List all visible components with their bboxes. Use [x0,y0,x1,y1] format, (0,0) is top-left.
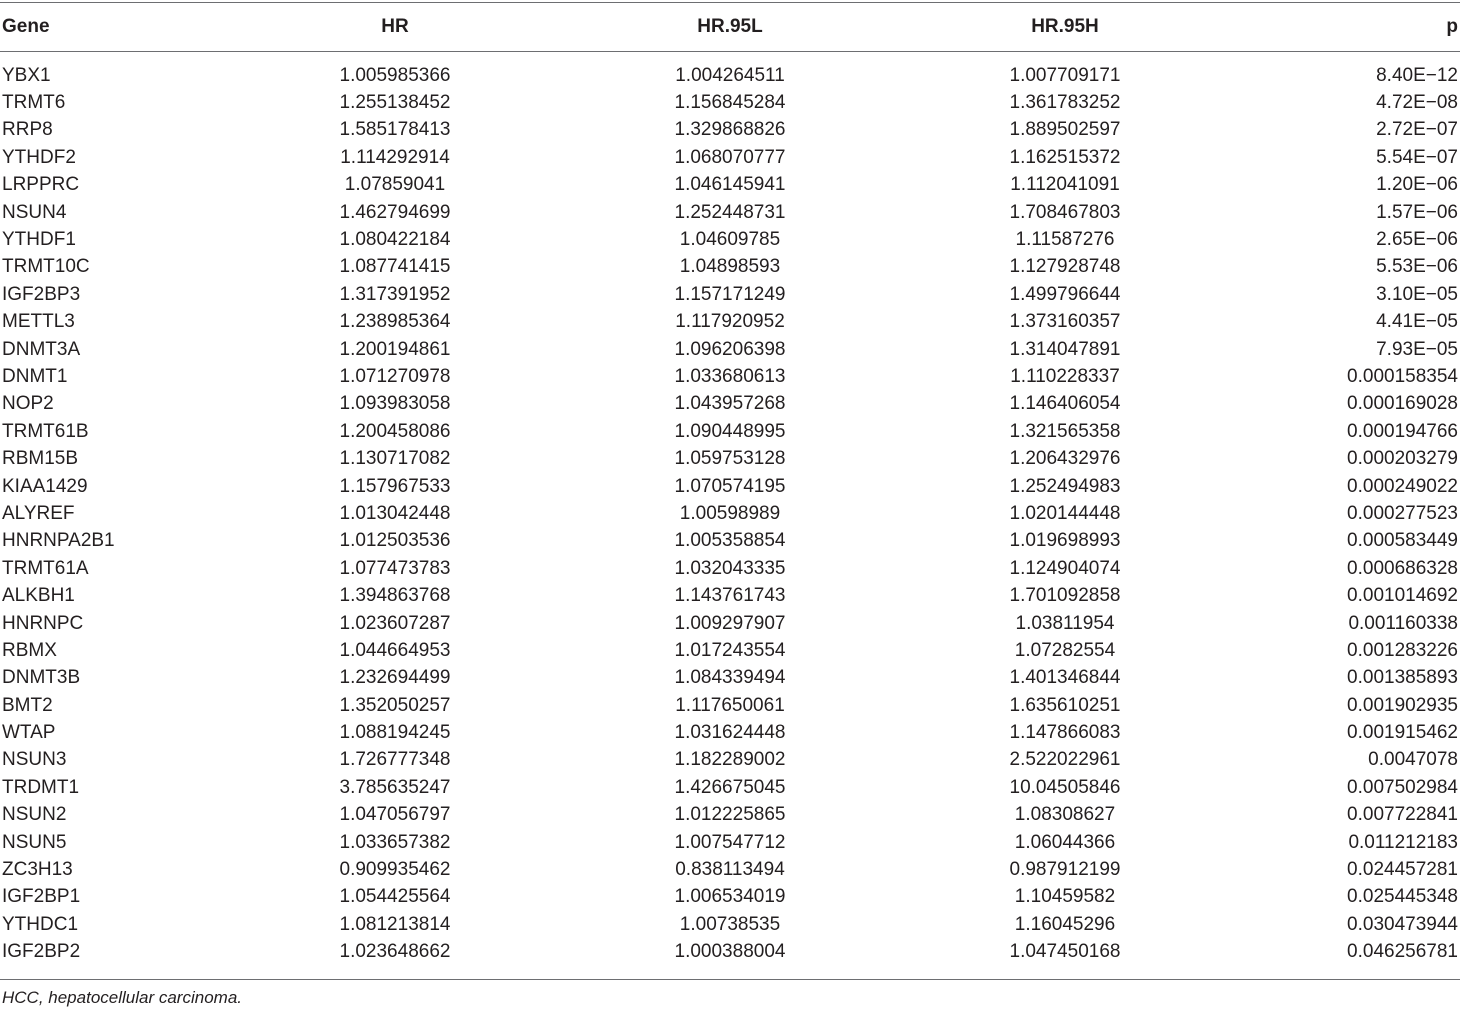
table-top-rule [0,2,1460,3]
cell-hr: 3.785635247 [339,776,451,798]
cell-hr: 1.080422184 [339,229,451,251]
table-row [0,719,1460,746]
cell-p: 0.000203279 [1347,448,1458,470]
cell-hr-95l: 1.117920952 [675,311,785,333]
cell-hr-95l: 1.117650061 [675,694,785,716]
cell-hr: 1.013042448 [339,502,451,524]
cell-hr-95l: 1.04609785 [679,229,781,251]
cell-p: 2.72E−07 [1376,119,1458,141]
cell-hr-95h: 1.007709171 [1009,64,1121,86]
cell-hr-95h: 1.019698993 [1009,530,1121,552]
table-row [0,144,1460,171]
cell-p: 0.011212183 [1348,831,1458,853]
cell-gene: ALYREF [2,502,75,524]
cell-hr-95h: 1.110228337 [1010,365,1120,387]
cell-p: 0.000249022 [1347,475,1458,497]
cell-hr-95l: 1.156845284 [674,92,786,114]
cell-p: 0.000194766 [1347,420,1458,442]
cell-gene: IGF2BP3 [2,283,81,305]
cell-gene: TRDMT1 [2,776,80,798]
cell-hr: 1.093983058 [339,393,451,415]
cell-p: 0.000277523 [1347,502,1458,524]
cell-hr-95l: 1.059753128 [674,448,786,470]
cell-hr-95h: 1.373160357 [1009,311,1121,333]
cell-hr: 1.200194861 [339,338,451,360]
cell-hr-95l: 1.090448995 [674,420,786,442]
cell-hr: 1.087741415 [339,256,451,278]
cell-gene: DNMT3A [2,338,81,360]
cell-gene: BMT2 [2,694,53,716]
table-row [0,418,1460,445]
cell-hr: 1.255138452 [339,92,451,114]
header-hr: HR [381,16,409,37]
cell-gene: RBMX [2,639,57,661]
cell-hr-95l: 1.005358854 [674,530,786,552]
cell-p: 0.000169028 [1347,393,1458,415]
cell-hr: 1.047056797 [339,804,451,826]
cell-hr-95l: 1.043957268 [674,393,786,415]
cell-hr-95l: 1.031624448 [674,722,786,744]
cell-hr-95l: 1.046145941 [674,174,786,196]
cell-hr-95l: 0.838113494 [675,859,785,881]
cell-hr: 1.044664953 [339,639,451,661]
cell-gene: ALKBH1 [2,585,75,607]
cell-hr-95h: 0.987912199 [1009,859,1121,881]
cell-p: 0.007502984 [1347,776,1458,798]
cell-hr-95h: 1.03811954 [1015,612,1115,634]
cell-hr-95h: 1.499796644 [1009,283,1121,305]
cell-hr-95l: 1.329868826 [674,119,786,141]
cell-hr-95h: 1.08308627 [1014,804,1116,826]
cell-p: 0.001014692 [1347,585,1458,607]
cell-hr: 1.462794699 [339,201,451,223]
cell-gene: DNMT1 [2,365,68,387]
cell-gene: RRP8 [2,119,53,141]
cell-hr-95l: 1.157171249 [674,283,786,305]
cell-hr-95h: 1.401346844 [1009,667,1121,689]
cell-p: 2.65E−06 [1376,229,1458,251]
cell-gene: IGF2BP2 [2,941,81,963]
table-row [0,500,1460,527]
cell-p: 7.93E−05 [1376,338,1458,360]
table-row [0,89,1460,116]
cell-gene: NOP2 [2,393,54,415]
cell-gene: TRMT61A [2,557,89,579]
cell-hr-95h: 1.321565358 [1009,420,1121,442]
cell-hr-95l: 1.070574195 [674,475,786,497]
cell-p: 0.001915462 [1347,722,1458,744]
table-footnote: HCC, hepatocellular carcinoma. [2,988,242,1007]
cell-hr-95l: 1.009297907 [674,612,786,634]
cell-gene: WTAP [2,722,56,744]
cell-hr-95h: 1.206432976 [1009,448,1121,470]
cell-gene: KIAA1429 [2,475,88,497]
cell-p: 4.72E−08 [1376,92,1458,114]
cell-p: 0.001902935 [1347,694,1458,716]
table-row [0,281,1460,308]
cell-hr-95h: 1.146406054 [1009,393,1121,415]
cell-p: 5.54E−07 [1376,146,1458,168]
table-row [0,747,1460,774]
cell-p: 0.001385893 [1347,667,1458,689]
cell-hr-95h: 1.11587276 [1015,229,1115,251]
cell-p: 0.024457281 [1347,859,1458,881]
cell-gene: TRMT10C [2,256,90,278]
table-row [0,555,1460,582]
cell-p: 0.000686328 [1347,557,1458,579]
cell-p: 0.007722841 [1347,804,1458,826]
cell-hr-95l: 1.033680613 [674,365,786,387]
table-row [0,309,1460,336]
table-row [0,802,1460,829]
cell-hr: 1.200458086 [339,420,451,442]
cell-hr: 0.909935462 [339,859,451,881]
cell-p: 4.41E−05 [1376,311,1458,333]
table-row [0,62,1460,89]
cell-hr-95l: 1.04898593 [679,256,781,278]
cell-p: 0.025445348 [1347,886,1458,908]
cell-gene: YTHDF2 [2,146,76,168]
cell-gene: NSUN4 [2,201,67,223]
cell-hr-95l: 1.068070777 [674,146,786,168]
table-row [0,445,1460,472]
cell-hr-95h: 1.361783252 [1009,92,1121,114]
cell-hr-95l: 1.143761743 [674,585,786,607]
table-row [0,363,1460,390]
cell-hr: 1.238985364 [339,311,451,333]
cell-gene: HNRNPA2B1 [2,530,115,552]
cell-gene: HNRNPC [2,612,84,634]
cell-hr: 1.130717082 [339,448,451,470]
cell-hr-95h: 1.314047891 [1009,338,1121,360]
cell-hr-95l: 1.426675045 [674,776,786,798]
table-body [0,62,1460,966]
cell-hr: 1.726777348 [339,749,451,771]
header-hr-95l: HR.95L [697,16,763,37]
cell-hr-95l: 1.252448731 [674,201,786,223]
table-row [0,226,1460,253]
table-row [0,939,1460,966]
table-bottom-rule [0,979,1460,980]
header-hr-95h: HR.95H [1031,16,1099,37]
table-row [0,610,1460,637]
cell-hr-95h: 1.047450168 [1009,941,1121,963]
cell-hr-95h: 1.06044366 [1014,831,1116,853]
cell-hr-95h: 1.708467803 [1009,201,1121,223]
cell-gene: NSUN2 [2,804,67,826]
cell-p: 0.0047078 [1368,749,1458,771]
cell-gene: METTL3 [2,311,75,333]
cell-hr-95l: 1.004264511 [675,64,785,86]
table-row [0,528,1460,555]
cell-hr-95h: 1.635610251 [1009,694,1121,716]
table-row [0,582,1460,609]
table-row [0,473,1460,500]
table-header-rule [0,51,1460,52]
cell-hr-95l: 1.017243554 [674,639,786,661]
table-row [0,829,1460,856]
cell-hr: 1.033657382 [339,831,451,853]
header-p: p [1446,16,1458,37]
cell-p: 1.20E−06 [1376,174,1458,196]
table-row [0,199,1460,226]
cell-gene: YTHDF1 [2,229,76,251]
table-row [0,117,1460,144]
cell-gene: RBM15B [2,448,79,470]
cell-p: 0.000583449 [1347,530,1458,552]
cell-hr-95h: 1.252494983 [1009,475,1121,497]
cell-hr: 1.023607287 [339,612,451,634]
cell-gene: TRMT6 [2,92,66,114]
cell-hr-95h: 1.701092858 [1009,585,1121,607]
cell-gene: ZC3H13 [2,859,73,881]
cell-hr: 1.585178413 [339,119,451,141]
cell-gene: YBX1 [2,64,51,86]
table-row [0,172,1460,199]
cell-hr: 1.114292914 [340,146,450,168]
cell-p: 5.53E−06 [1376,256,1458,278]
cell-hr: 1.352050257 [339,694,451,716]
table-row [0,692,1460,719]
cell-gene: YTHDC1 [2,913,79,935]
cell-hr-95h: 1.16045296 [1014,913,1116,935]
cell-hr: 1.317391952 [339,283,451,305]
cell-hr-95h: 1.10459582 [1014,886,1116,908]
table-row [0,665,1460,692]
cell-hr-95l: 1.096206398 [674,338,786,360]
cell-hr: 1.07859041 [344,174,446,196]
table-row [0,637,1460,664]
table-row [0,856,1460,883]
cell-gene: DNMT3B [2,667,81,689]
cell-hr: 1.157967533 [339,475,451,497]
cell-hr: 1.077473783 [339,557,451,579]
table-row [0,254,1460,281]
cell-hr-95l: 1.084339494 [674,667,786,689]
cell-hr-95l: 1.007547712 [674,831,786,853]
cell-p: 0.030473944 [1347,913,1458,935]
cell-p: 0.001283226 [1347,639,1458,661]
cell-hr: 1.054425564 [339,886,451,908]
cell-gene: IGF2BP1 [2,886,81,908]
cell-p: 0.001160338 [1348,612,1458,634]
table-row [0,884,1460,911]
cell-gene: NSUN5 [2,831,67,853]
cell-hr-95h: 1.124904074 [1009,557,1121,579]
cell-hr-95h: 1.020144448 [1009,502,1121,524]
cell-hr: 1.005985366 [339,64,451,86]
cell-hr-95h: 1.127928748 [1009,256,1121,278]
cell-hr-95l: 1.006534019 [674,886,786,908]
cell-p: 0.046256781 [1347,941,1458,963]
table-row [0,911,1460,938]
cell-hr-95h: 1.162515372 [1009,146,1121,168]
cell-hr: 1.071270978 [339,365,451,387]
cell-hr: 1.081213814 [339,913,451,935]
table-row [0,774,1460,801]
cell-hr-95h: 1.07282554 [1014,639,1116,661]
cell-hr: 1.023648662 [339,941,451,963]
cell-hr-95l: 1.000388004 [674,941,786,963]
cell-hr-95l: 1.00738535 [679,913,781,935]
cell-hr-95h: 1.889502597 [1009,119,1121,141]
cell-p: 8.40E−12 [1376,64,1458,86]
cell-gene: NSUN3 [2,749,67,771]
cell-p: 3.10E−05 [1376,283,1458,305]
cell-hr: 1.088194245 [339,722,451,744]
cell-gene: TRMT61B [2,420,89,442]
cell-hr: 1.012503536 [339,530,451,552]
table-row [0,336,1460,363]
cell-gene: LRPPRC [2,174,80,196]
header-gene: Gene [2,16,50,37]
cell-hr-95l: 1.012225865 [674,804,786,826]
cell-hr-95l: 1.00598989 [679,502,781,524]
cell-hr: 1.394863768 [339,585,451,607]
cell-hr: 1.232694499 [339,667,451,689]
cell-p: 1.57E−06 [1376,201,1458,223]
cell-p: 0.000158354 [1347,365,1458,387]
cell-hr-95h: 1.112041091 [1010,174,1120,196]
cell-hr-95h: 10.04505846 [1009,776,1121,798]
cell-hr-95h: 1.147866083 [1009,722,1121,744]
cell-hr-95h: 2.522022961 [1009,749,1121,771]
table-row [0,391,1460,418]
cell-hr-95l: 1.032043335 [674,557,786,579]
table-header-row [0,8,1460,46]
cell-hr-95l: 1.182289002 [674,749,786,771]
